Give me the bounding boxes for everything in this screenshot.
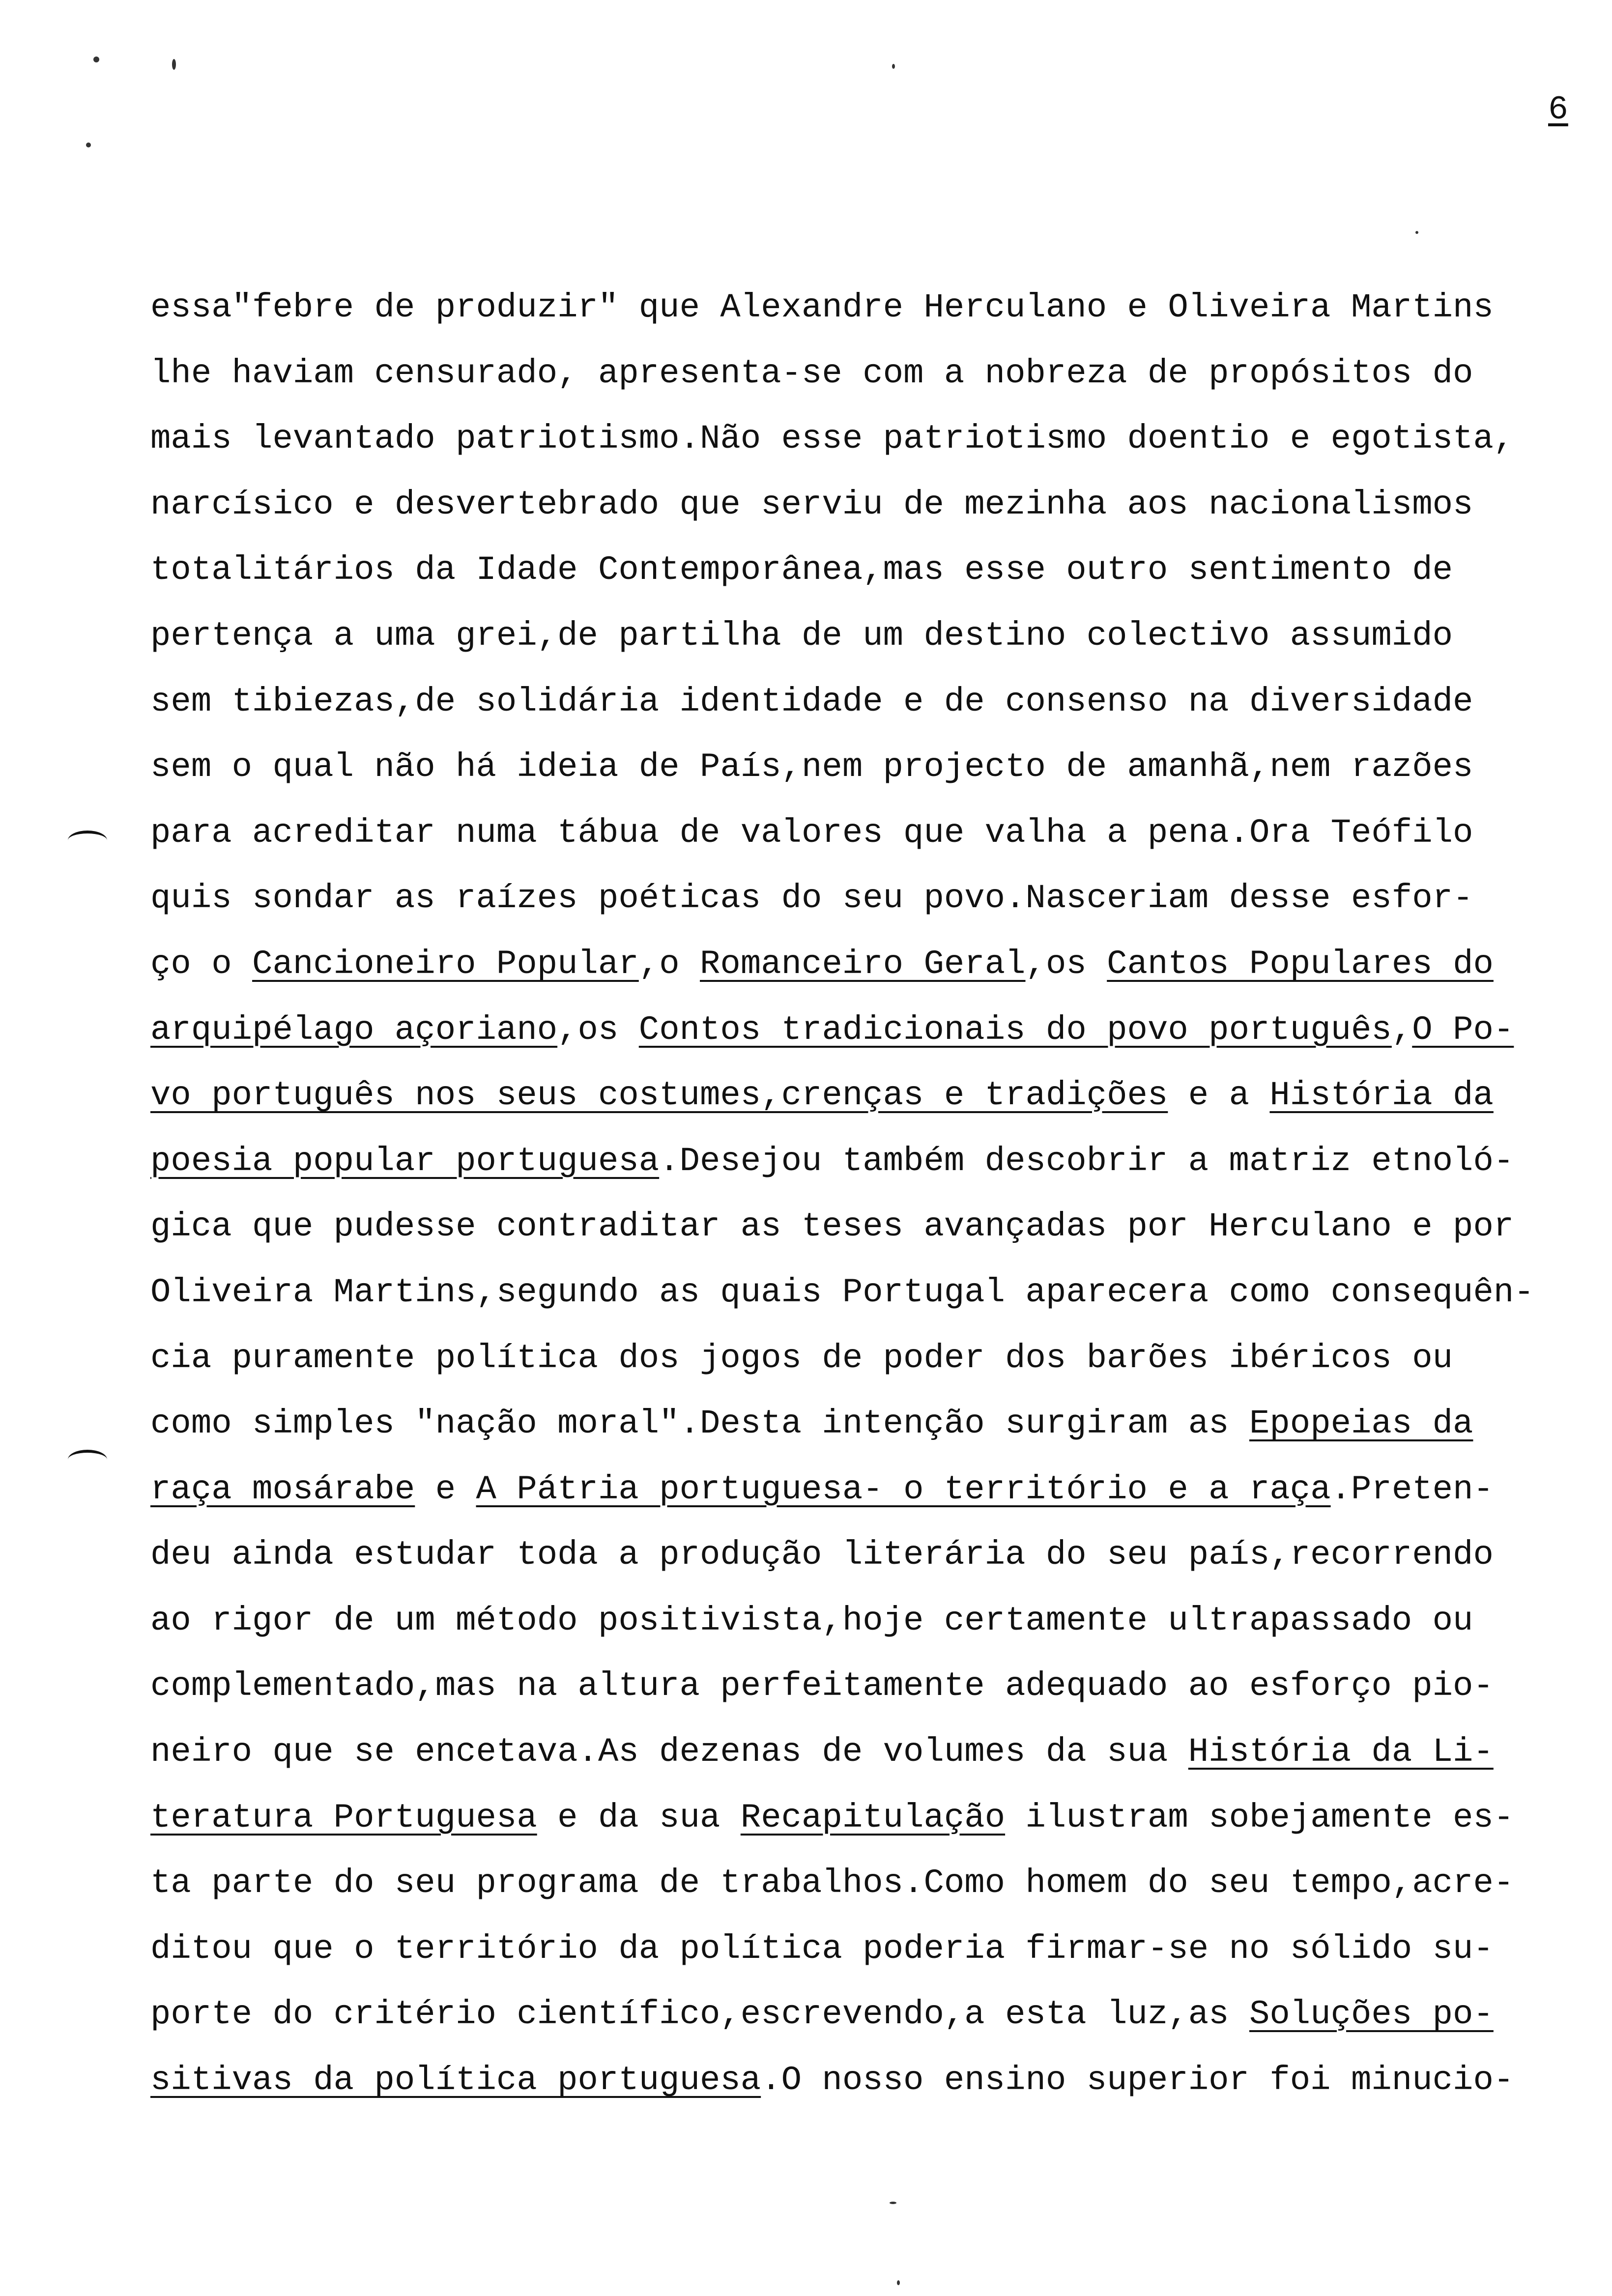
text-segment: e	[415, 1470, 476, 1509]
text-line	[150, 603, 1546, 669]
text-segment: lhe haviam censurado, apresenta-se com a nobreza de propósitos do	[150, 354, 1473, 393]
text-line	[150, 1654, 1546, 1720]
text-line	[150, 275, 1546, 341]
text-segment: como simples "nação moral".Desta intenção surgiram as	[150, 1405, 1249, 1443]
text-line	[150, 735, 1546, 801]
text-line	[150, 341, 1546, 407]
text-segment: quis sondar as raízes poéticas do seu povo.Nasceriam desse esfor-	[150, 879, 1473, 918]
text-line	[150, 538, 1546, 603]
scan-speck	[897, 2280, 900, 2285]
text-segment: neiro que se encetava.As dezenas de volumes da sua	[150, 1733, 1188, 1772]
scan-speck	[93, 57, 99, 62]
text-line	[150, 1391, 1546, 1457]
text-line	[150, 1720, 1546, 1785]
text-segment: ,os	[557, 1010, 639, 1049]
text-segment: ,os	[1025, 945, 1107, 983]
text-line	[150, 1326, 1546, 1392]
text-segment: ço o	[150, 945, 253, 983]
underlined-title: poesia popular portuguesa	[150, 1142, 660, 1180]
text-line	[150, 1851, 1546, 1917]
underlined-title: Soluções po-	[1249, 1995, 1494, 2034]
text-segment: .Desejou também descobrir a matriz etnoló-	[659, 1142, 1514, 1180]
text-segment: ao rigor de um método positivista,hoje certamente ultrapassado ou	[150, 1601, 1473, 1640]
text-segment: gica que pudesse contraditar as teses avançadas por Herculano e por	[150, 1207, 1514, 1246]
underlined-title: Recapitulação	[740, 1798, 1006, 1837]
text-segment: ilustram sobejamente es-	[1005, 1798, 1514, 1837]
scan-speck	[86, 143, 91, 147]
text-segment: ta parte do seu programa de trabalhos.Como homem do seu tempo,acre-	[150, 1864, 1514, 1903]
text-line	[150, 932, 1546, 998]
text-segment: ,	[1391, 1010, 1412, 1049]
text-line	[150, 2048, 1546, 2114]
underlined-title: Epopeias da	[1249, 1405, 1473, 1443]
text-segment: mais levantado patriotismo.Não esse patriotismo doentio e egotista,	[150, 420, 1514, 459]
text-segment: totalitários da Idade Contemporânea,mas esse outro sentimento de	[150, 551, 1453, 590]
text-segment: narcísico e desvertebrado que serviu de mezinha aos nacionalismos	[150, 485, 1473, 524]
text-line	[150, 1917, 1546, 1982]
body-text	[150, 275, 1546, 2114]
text-line	[150, 801, 1546, 866]
text-line	[150, 998, 1546, 1063]
scan-speck	[892, 64, 895, 69]
underlined-title: História da	[1269, 1076, 1494, 1115]
scan-speck	[1415, 231, 1418, 234]
text-line	[150, 472, 1546, 538]
underlined-title: sitivas da política portuguesa	[150, 2061, 761, 2100]
text-segment: deu ainda estudar toda a produção literária do seu país,recorrendo	[150, 1536, 1494, 1575]
text-line	[150, 406, 1546, 472]
text-line	[150, 1457, 1546, 1523]
text-segment: ,o	[638, 945, 700, 983]
text-segment: complementado,mas na altura perfeitamente adequado ao esforço pio-	[150, 1667, 1494, 1706]
text-segment: sem tibiezas,de solidária identidade e de consenso na diversidade	[150, 682, 1473, 721]
underlined-title: vo português nos seus costumes,crenças e tradições	[150, 1076, 1168, 1115]
text-line	[150, 866, 1546, 932]
text-segment: porte do critério científico,escrevendo,a esta luz,as	[150, 1995, 1249, 2034]
underlined-title: Contos tradicionais do povo português	[638, 1010, 1392, 1049]
underlined-title: Cancioneiro Popular	[252, 945, 639, 983]
text-segment: cia puramente política dos jogos de poder dos barões ibéricos ou	[150, 1339, 1453, 1378]
margin-mark-lower	[68, 1450, 107, 1469]
text-segment: Oliveira Martins,segundo as quais Portugal aparecera como consequên-	[150, 1273, 1534, 1312]
page-number: 6	[1548, 91, 1568, 129]
text-segment: sem o qual não há ideia de País,nem projecto de amanhã,nem razões	[150, 748, 1473, 787]
text-line	[150, 669, 1546, 735]
text-segment: para acreditar numa tábua de valores que valha a pena.Ora Teófilo	[150, 813, 1473, 852]
text-segment: .O nosso ensino superior foi minucio-	[761, 2061, 1514, 2100]
text-segment: e da sua	[537, 1798, 741, 1837]
text-line	[150, 1982, 1546, 2048]
text-line	[150, 1785, 1546, 1851]
underlined-title: teratura Portuguesa	[150, 1798, 537, 1837]
text-line	[150, 1129, 1546, 1195]
underlined-title: Cantos Populares do	[1107, 945, 1494, 983]
underlined-title: Romanceiro Geral	[700, 945, 1026, 983]
margin-mark-upper	[68, 831, 107, 850]
underlined-title: História da Li-	[1188, 1733, 1494, 1772]
text-segment: ditou que o território da política poderia firmar-se no sólido su-	[150, 1929, 1494, 1968]
underlined-title: O Po-	[1412, 1010, 1514, 1049]
underlined-title: arquipélago açoriano	[150, 1010, 558, 1049]
text-line	[150, 1260, 1546, 1326]
text-segment: .Preten-	[1330, 1470, 1494, 1509]
scan-speck	[890, 2202, 896, 2204]
text-segment: essa"febre de produzir" que Alexandre Herculano e Oliveira Martins	[150, 288, 1494, 327]
text-line	[150, 1194, 1546, 1260]
text-segment: e a	[1168, 1076, 1270, 1115]
underlined-title: raça mosárabe	[150, 1470, 415, 1509]
text-line	[150, 1588, 1546, 1654]
text-segment: pertença a uma grei,de partilha de um destino colectivo assumido	[150, 616, 1453, 655]
text-line	[150, 1063, 1546, 1129]
underlined-title: A Pátria portuguesa- o território e a raça	[476, 1470, 1331, 1509]
scan-speck	[172, 59, 176, 70]
text-line	[150, 1522, 1546, 1588]
